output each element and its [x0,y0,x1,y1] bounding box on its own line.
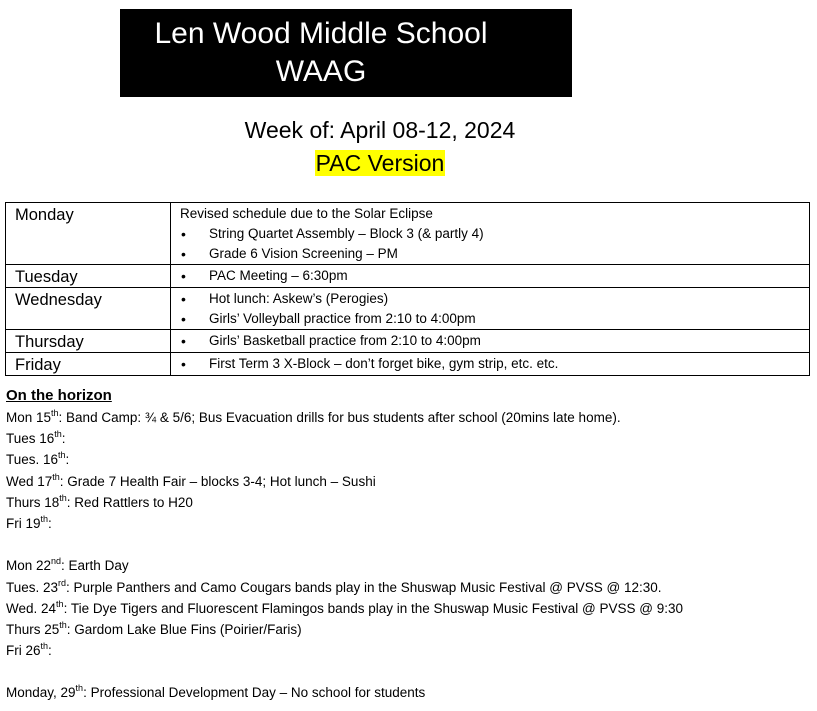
horizon-entry [6,449,811,470]
entry-date: Fri 19 [6,515,41,531]
date-suffix: th [58,450,66,461]
horizon-entry [6,619,811,640]
event-item: • Grade 6 Vision Screening – PM [180,244,809,264]
schedule-events [171,288,810,330]
event-item: • PAC Meeting – 6:30pm [180,266,809,286]
horizon-entry [6,428,811,449]
entry-date: Tues 16 [6,431,55,447]
event-item: • Girls’ Basketball practice from 2:10 to 4:00pm [180,331,809,351]
date-suffix: th [59,492,67,503]
entry-date: Tues. 23 [6,579,59,595]
horizon-entry [6,640,811,661]
date-suffix: th [52,471,60,482]
date-suffix: th [40,641,49,652]
entry-text: : Earth Day [61,558,129,574]
event-item: • First Term 3 X-Block – don’t forget bike, gym strip, etc. etc. [180,354,809,374]
weekly-schedule-table [5,202,810,376]
horizon-entry [6,598,811,619]
horizon-entry [6,471,811,492]
entry-text: : Red Rattlers to H20 [66,494,193,510]
entry-date: Wed. 24 [6,600,57,616]
school-name: Len Wood Middle School [154,17,488,50]
date-suffix: th [54,429,62,440]
date-suffix: rd [58,577,67,588]
entry-text: : [48,643,52,659]
entry-date: Mon 15 [6,410,52,425]
date-suffix: th [51,408,59,418]
entry-date: Tues. 16 [6,452,59,468]
horizon-entry [6,492,811,513]
event-list [180,266,809,286]
version-heading-wrap [0,149,760,177]
entry-date: Fri 26 [6,643,41,659]
event-item: • Hot lunch: Askew’s (Perogies) [180,289,809,309]
schedule-row [6,265,810,288]
event-list [180,354,809,374]
schedule-day: Wednesday [6,288,171,330]
horizon-entry [6,682,811,703]
entry-text: : [48,515,52,531]
event-list [180,289,809,329]
schedule-events [171,353,810,376]
date-suffix: th [75,683,84,694]
week-of-heading: Week of: April 08-12, 2024 [244,117,516,143]
entry-date: Monday, 29 [6,685,76,701]
date-suffix: nd [51,556,62,567]
entry-text: : Band Camp: ¾ & 5/6; Bus Evacuation drills for bus students after school (20mins late home). [58,410,621,425]
date-suffix: th [40,513,49,524]
horizon-entry [6,407,811,428]
on-the-horizon-section [6,386,811,704]
version-label: PAC Version [315,150,445,176]
entry-text: : [65,452,70,468]
date-suffix: th [56,598,64,609]
horizon-entry [6,577,811,598]
blank-line [6,534,811,555]
entry-text: : Tie Dye Tigers and Fluorescent Flamingos bands play in the Shuswap Music Festival @ PVSS @ 9:30 [63,600,684,616]
schedule-row [6,353,810,376]
horizon-list [6,407,811,704]
entry-text: : Professional Development Day – No school for students [83,685,426,701]
entry-text: : [61,431,66,447]
event-list [180,331,809,351]
schedule-note: Revised schedule due to the Solar Eclipse [180,206,433,221]
schedule-events [171,265,810,288]
title-banner [120,9,572,97]
horizon-entry [6,513,811,534]
event-item: • String Quartet Assembly – Block 3 (& partly 4) [180,224,809,244]
schedule-events [171,330,810,353]
event-list [180,224,809,264]
newsletter-title: WAAG [275,55,367,88]
schedule-row [6,288,810,330]
entry-text: : Grade 7 Health Fair – blocks 3-4; Hot lunch – Sushi [59,473,376,489]
schedule-day: Friday [6,353,171,376]
schedule-day: Thursday [6,330,171,353]
schedule-day: Tuesday [6,265,171,288]
entry-date: Thurs 18 [6,494,60,510]
entry-text: : Purple Panthers and Camo Cougars bands play in the Shuswap Music Festival @ PVSS @ 12:30. [66,579,662,595]
entry-date: Wed 17 [6,473,53,489]
horizon-entry [6,555,811,576]
entry-text: : Gardom Lake Blue Fins (Poirier/Faris) [66,621,302,637]
blank-line [6,661,811,682]
schedule-row [6,203,810,265]
horizon-title: On the horizon [6,387,112,404]
entry-date: Thurs 25 [6,621,60,637]
schedule-row [6,330,810,353]
event-item: • Girls’ Volleyball practice from 2:10 to 4:00pm [180,309,809,329]
date-suffix: th [59,619,67,630]
schedule-day: Monday [6,203,171,265]
schedule-events [171,203,810,265]
entry-date: Mon 22 [6,558,52,574]
